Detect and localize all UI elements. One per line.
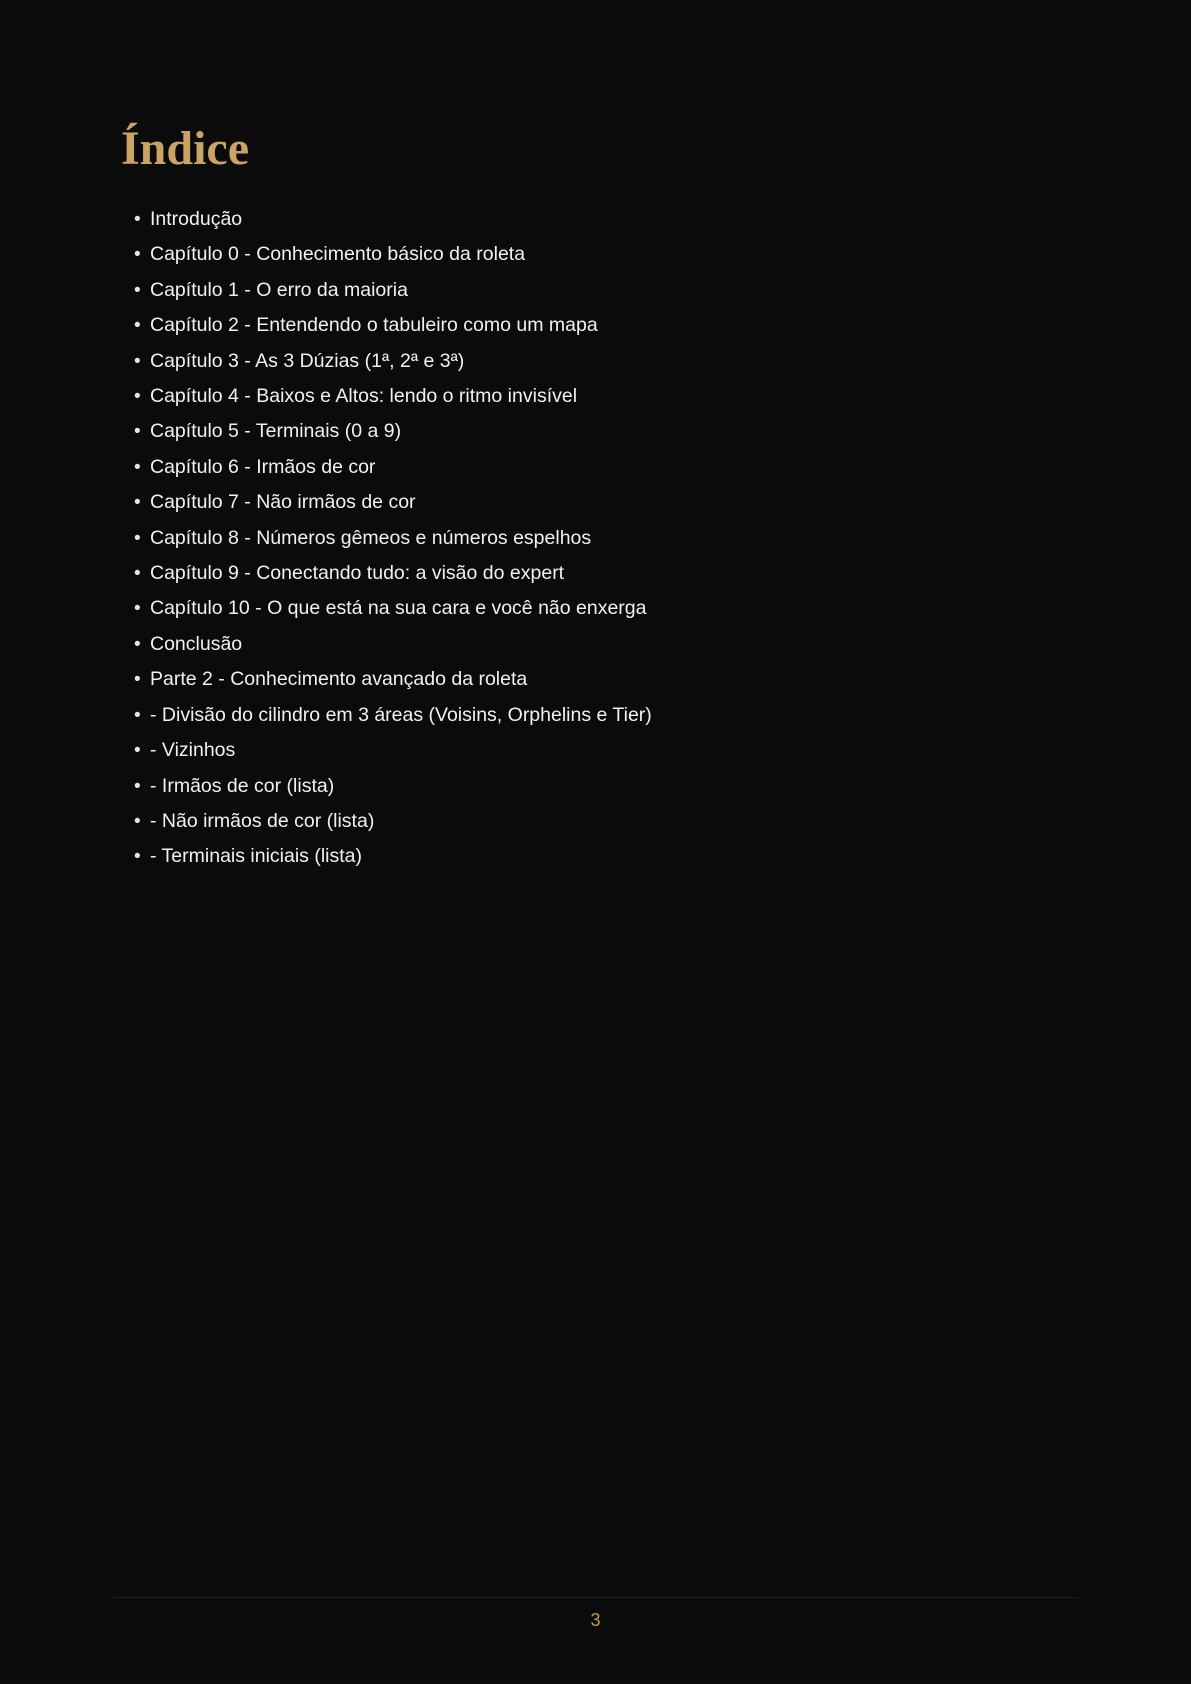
toc-item-label: Conclusão xyxy=(150,632,243,655)
toc-item xyxy=(134,627,1115,662)
toc-item-label: - Não irmãos de cor (lista) xyxy=(150,809,375,832)
page-title: Índice xyxy=(121,122,250,175)
bullet-icon: • xyxy=(134,846,141,868)
toc-item xyxy=(134,662,1115,697)
toc-item xyxy=(134,769,1115,804)
bullet-icon: • xyxy=(134,563,141,585)
toc-item-label: - Terminais iniciais (lista) xyxy=(150,845,363,868)
bullet-icon: • xyxy=(134,209,141,230)
bullet-icon: • xyxy=(134,279,141,301)
toc-item-label: Capítulo 1 - O erro da maioria xyxy=(150,278,408,301)
toc-item-label: Capítulo 8 - Números gêmeos e números espelhos xyxy=(150,526,592,549)
bullet-icon: • xyxy=(134,350,141,372)
toc-item xyxy=(134,237,1115,272)
toc-item xyxy=(134,521,1115,556)
toc-item xyxy=(134,450,1115,485)
toc-item-label: Introdução xyxy=(150,208,243,230)
toc-item-label: Parte 2 - Conhecimento avançado da roleta xyxy=(150,668,528,691)
bullet-icon: • xyxy=(134,527,141,549)
bullet-icon: • xyxy=(134,456,141,478)
toc-item xyxy=(134,733,1115,768)
toc-item xyxy=(134,556,1115,591)
bullet-icon: • xyxy=(134,669,141,691)
toc-item-label: Capítulo 10 - O que está na sua cara e você não enxerga xyxy=(150,597,647,620)
toc-item xyxy=(134,804,1115,839)
toc-item-label: - Vizinhos xyxy=(150,739,236,762)
toc-item xyxy=(134,308,1115,343)
page-number: 3 xyxy=(590,1610,601,1630)
toc-item xyxy=(134,591,1115,626)
toc-item-label: Capítulo 4 - Baixos e Altos: lendo o ritmo invisível xyxy=(150,385,578,408)
toc-item-label: Capítulo 0 - Conhecimento básico da roleta xyxy=(150,243,526,266)
toc-item xyxy=(134,839,1115,874)
toc-item xyxy=(134,698,1115,733)
toc-item xyxy=(134,414,1115,449)
toc-item-label: Capítulo 3 - As 3 Dúzias (1ª, 2ª e 3ª) xyxy=(150,349,465,372)
bullet-icon: • xyxy=(134,421,141,443)
toc-item-label: Capítulo 2 - Entendendo o tabuleiro como um mapa xyxy=(150,314,598,337)
bullet-icon: • xyxy=(134,810,141,832)
toc-item-label: - Divisão do cilindro em 3 áreas (Voisins, Orphelins e Tier) xyxy=(150,703,652,726)
toc-list xyxy=(113,202,1115,875)
bullet-icon: • xyxy=(134,775,141,797)
toc-item xyxy=(134,202,1115,237)
bullet-icon: • xyxy=(134,704,141,726)
toc-item-label: Capítulo 9 - Conectando tudo: a visão do expert xyxy=(150,562,565,585)
toc-item xyxy=(134,344,1115,379)
toc-item xyxy=(134,485,1115,520)
toc-item xyxy=(134,273,1115,308)
bullet-icon: • xyxy=(134,598,141,620)
toc-item-label: Capítulo 6 - Irmãos de cor xyxy=(150,455,376,478)
bullet-icon: • xyxy=(134,315,141,337)
bullet-icon: • xyxy=(134,492,141,514)
toc-item xyxy=(134,379,1115,414)
bullet-icon: • xyxy=(134,244,141,266)
footer-divider xyxy=(113,1597,1078,1598)
toc-item-label: - Irmãos de cor (lista) xyxy=(150,774,335,797)
bullet-icon: • xyxy=(134,740,141,762)
toc-item-label: Capítulo 5 - Terminais (0 a 9) xyxy=(150,420,402,443)
toc-item-label: Capítulo 7 - Não irmãos de cor xyxy=(150,491,416,514)
bullet-icon: • xyxy=(134,633,141,655)
bullet-icon: • xyxy=(134,386,141,408)
